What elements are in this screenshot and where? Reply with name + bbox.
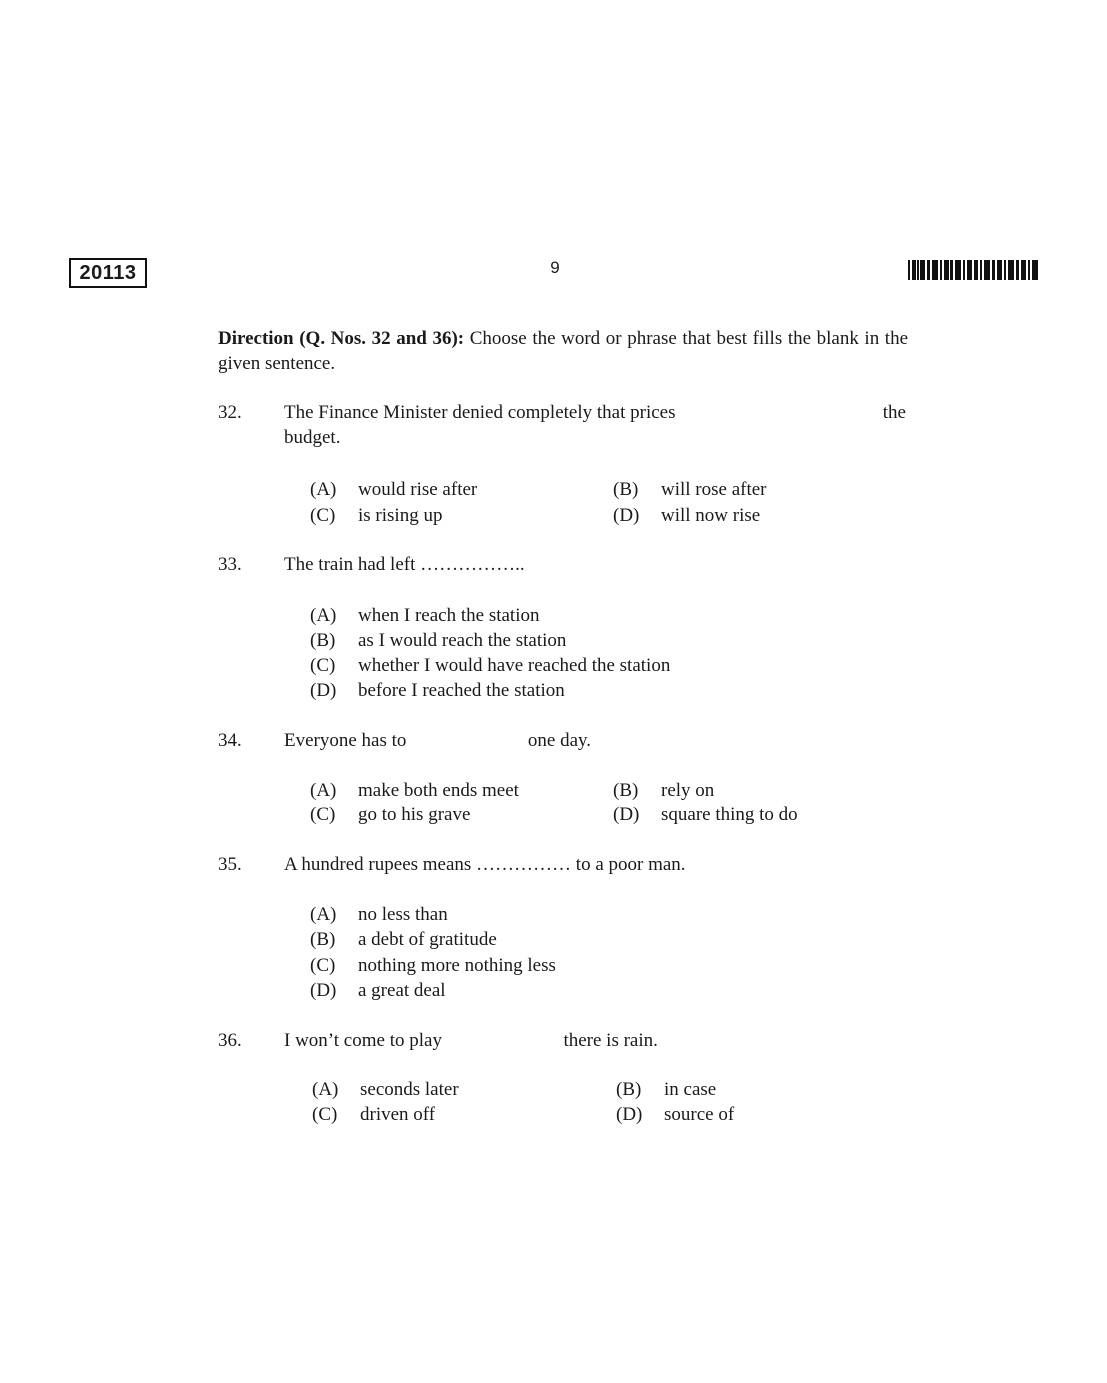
question-number: 34. — [218, 730, 242, 751]
question-33 — [218, 552, 908, 582]
option-text: driven off — [360, 1104, 436, 1125]
option-35-c — [310, 953, 556, 978]
option-label: (B) — [310, 630, 336, 651]
question-stem: A hundred rupees means …………… to a poor man. — [284, 854, 686, 875]
question-stem — [284, 1028, 906, 1053]
option-36-d — [616, 1102, 734, 1127]
option-35-d — [310, 978, 446, 1003]
direction-text: Choose the word or phrase that best fills the blank in the given sentence. — [218, 328, 909, 374]
option-text: would rise after — [358, 479, 478, 500]
option-34-c — [310, 802, 470, 827]
option-text: go to his grave — [358, 804, 471, 825]
option-text: a great deal — [358, 980, 446, 1001]
option-text: seconds later — [360, 1079, 459, 1100]
direction-heading: Direction (Q. Nos. 32 and 36): — [218, 328, 465, 349]
option-label: (B) — [310, 929, 336, 950]
option-label: (B) — [613, 479, 639, 500]
option-32-c — [310, 503, 442, 528]
option-text: rely on — [661, 780, 715, 801]
paper-code-box — [69, 258, 147, 288]
option-34-b — [613, 778, 714, 803]
option-label: (C) — [310, 655, 336, 676]
option-label: (C) — [312, 1104, 338, 1125]
question-36 — [218, 1028, 908, 1058]
option-36-c — [312, 1102, 435, 1127]
question-number: 32. — [218, 402, 242, 423]
option-text: nothing more nothing less — [358, 955, 556, 976]
stem-part: there is rain. — [563, 1030, 658, 1051]
question-35 — [218, 852, 908, 882]
option-label: (D) — [616, 1104, 643, 1125]
stem-part: budget. — [284, 427, 341, 448]
option-text: make both ends meet — [358, 780, 519, 801]
stem-part: I won’t come to play — [284, 1030, 442, 1051]
option-text: source of — [664, 1104, 735, 1125]
option-34-a — [310, 778, 519, 803]
option-text: is rising up — [358, 505, 443, 526]
option-label: (D) — [613, 804, 640, 825]
option-35-a — [310, 902, 448, 927]
option-text: before I reached the station — [358, 680, 565, 701]
option-32-b — [613, 477, 767, 502]
option-label: (A) — [310, 605, 337, 626]
stem-part: one day. — [527, 730, 592, 751]
page-number: 9 — [550, 258, 560, 277]
question-number: 33. — [218, 554, 242, 575]
question-stem: The train had left …………….. — [284, 554, 525, 575]
option-35-b — [310, 927, 497, 952]
question-number: 35. — [218, 854, 242, 875]
option-label: (A) — [310, 780, 337, 801]
option-text: when I reach the station — [358, 605, 540, 626]
option-label: (D) — [613, 505, 640, 526]
question-stem — [284, 400, 906, 450]
question-34 — [218, 728, 908, 758]
stem-part: The Finance Minister denied completely that prices — [284, 402, 676, 423]
direction-paragraph — [218, 326, 908, 376]
option-32-d — [613, 503, 760, 528]
option-text: will rose after — [661, 479, 767, 500]
option-text: no less than — [358, 904, 448, 925]
question-32 — [218, 400, 908, 460]
stem-part: Everyone has to — [284, 730, 407, 751]
option-text: will now rise — [661, 505, 761, 526]
option-label: (D) — [310, 980, 337, 1001]
paper-code: 20113 — [79, 261, 137, 284]
option-label: (A) — [312, 1079, 339, 1100]
question-number: 36. — [218, 1030, 242, 1051]
option-text: in case — [664, 1079, 717, 1100]
option-33-c — [310, 653, 670, 678]
option-33-d — [310, 678, 565, 703]
option-33-a — [310, 603, 539, 628]
option-text: a debt of gratitude — [358, 929, 497, 950]
option-label: (B) — [613, 780, 639, 801]
option-label: (C) — [310, 505, 336, 526]
option-32-a — [310, 477, 477, 502]
option-label: (C) — [310, 955, 336, 976]
option-36-a — [312, 1077, 459, 1102]
option-text: whether I would have reached the station — [358, 655, 671, 676]
barcode-icon — [908, 260, 1038, 280]
option-label: (D) — [310, 680, 337, 701]
option-label: (A) — [310, 479, 337, 500]
option-text: as I would reach the station — [358, 630, 567, 651]
stem-part: the — [882, 402, 906, 423]
option-text: square thing to do — [661, 804, 798, 825]
option-label: (C) — [310, 804, 336, 825]
option-label: (A) — [310, 904, 337, 925]
option-label: (B) — [616, 1079, 642, 1100]
option-36-b — [616, 1077, 716, 1102]
option-33-b — [310, 628, 566, 653]
question-stem — [284, 728, 906, 753]
option-34-d — [613, 802, 798, 827]
